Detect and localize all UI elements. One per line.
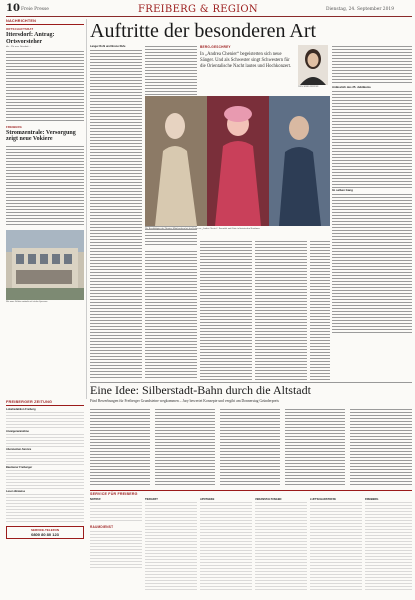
lead-col-1 <box>90 45 142 249</box>
paper-name: Freie Presse <box>21 7 49 12</box>
second-col-4 <box>285 408 345 486</box>
portrait-caption: FOTO: MIRKO HEINICKE <box>298 86 319 88</box>
redaktion-title: FREIBERGER ZEITUNG <box>6 400 84 406</box>
redaktion-item-4: Leser-Hinweise <box>6 490 84 523</box>
left-photo-caption: Die neue Volière entsteht mit vielen Sprossen. <box>6 300 48 303</box>
redaktion-item-2: Abonnenten-Service <box>6 448 84 465</box>
service-col-2: APOTHEKE <box>200 498 252 591</box>
service-phone-box <box>6 526 84 539</box>
service-col-1: TIERARZT <box>145 498 197 591</box>
service-col-0: NOTRUF RAUMDIENST <box>90 498 142 570</box>
service-col-3: VERANSTALTUNGEN <box>255 498 307 591</box>
lead-col1-text <box>90 49 142 249</box>
service-title: SERVICE FÜR FREIBERG <box>90 492 138 496</box>
right-column <box>332 45 412 333</box>
lead-col4-text <box>255 240 307 380</box>
lead-photo <box>145 96 330 226</box>
service-phone-label: SERVICE-TELEFON <box>30 528 60 532</box>
lead-col1b-text <box>90 250 142 380</box>
lead-teaser: In „Andrea Chenier“ begeisterten sich neue Sänger. Und als Schwester singt Schwestern für die Orientalische Nacht lautes und Hochkonzert. <box>200 52 292 69</box>
story1-body <box>6 50 84 122</box>
redaktion-item-0: Lokalredaktion Freiberg <box>6 408 84 429</box>
right-highlight: Anlässlich des 25. Jubiläums <box>332 85 371 89</box>
lead-photo-caption: Die Beschäftigten des Theaters Mittelsachsen bei den Proben zu „Andrea Chenier“: Ensemble und Gäste in historischen Kostümen. <box>145 228 261 230</box>
raumdienst-title: RAUMDIENST <box>90 525 114 529</box>
right-col-text-1 <box>332 45 412 85</box>
second-col-3 <box>220 408 280 486</box>
header-rule <box>6 16 412 17</box>
section-title: FREIBERG & REGION <box>138 4 258 15</box>
column-divider <box>86 19 87 399</box>
right-col-text-3 <box>332 193 412 333</box>
story1-lead: ida – Die neue Ortschaft … <box>6 46 32 48</box>
left-photo <box>6 230 84 300</box>
building-illustration <box>6 230 84 300</box>
lead-teaser-block <box>200 45 296 70</box>
lead-headline: Auftritte der besonderen Art <box>90 20 317 42</box>
issue-date: Dienstag, 24. September 2019 <box>326 7 394 12</box>
lead-authors: Langer Rohl und Bruno Rufe <box>90 45 126 48</box>
right-subhead: Im selben Gang <box>332 188 353 193</box>
redaktion-item-3: Bautzener Freiberger <box>6 466 84 489</box>
story2-body <box>6 145 84 227</box>
service-phone-number: 0800 80 80 123 <box>31 532 59 537</box>
lead-col2b-text <box>145 250 197 380</box>
service-box <box>90 490 412 596</box>
service-col-5: FREIBERG <box>365 498 412 591</box>
lead-col3-text <box>200 240 252 380</box>
story2-location: FREIBERG <box>6 124 23 129</box>
second-col-5 <box>350 408 412 486</box>
page-header <box>6 3 412 17</box>
portrait-photo <box>298 45 328 85</box>
second-col-1 <box>90 408 150 486</box>
redaktion-item-1: Anzeigenannahme <box>6 430 84 447</box>
story1-location: ORTSCHAFTSRAT <box>6 27 34 31</box>
story1-title: Ittersdorf: Antrag: Ortsvorsteher <box>6 32 55 45</box>
stage-photo <box>145 96 330 226</box>
service-col-4: LUFTSCHADSTOFFE <box>310 498 362 591</box>
second-headline: Eine Idee: Silberstadt-Bahn durch die Altstadt <box>90 383 311 397</box>
redaktion-box <box>6 400 84 585</box>
story2-title: Stromzentrale: Versorgung zeigt neue Vokiere <box>6 129 76 143</box>
lead-subsection: BERG-GESCHREY <box>200 45 231 49</box>
page-number: 10 <box>6 3 20 14</box>
nachrichten-label: NACHRICHTEN <box>6 19 84 25</box>
lead-portrait <box>298 45 328 85</box>
second-col-2 <box>155 408 215 486</box>
lead-col5-text <box>310 240 330 380</box>
right-col-text-2 <box>332 90 412 188</box>
left-column <box>6 19 84 379</box>
second-subheadline: Fünf Bewerbungen für Freiberger Grundsteine wegkommen – Jury bewertet Konzepte und vergibt am Donnerstag Gründerpreis <box>90 399 279 403</box>
